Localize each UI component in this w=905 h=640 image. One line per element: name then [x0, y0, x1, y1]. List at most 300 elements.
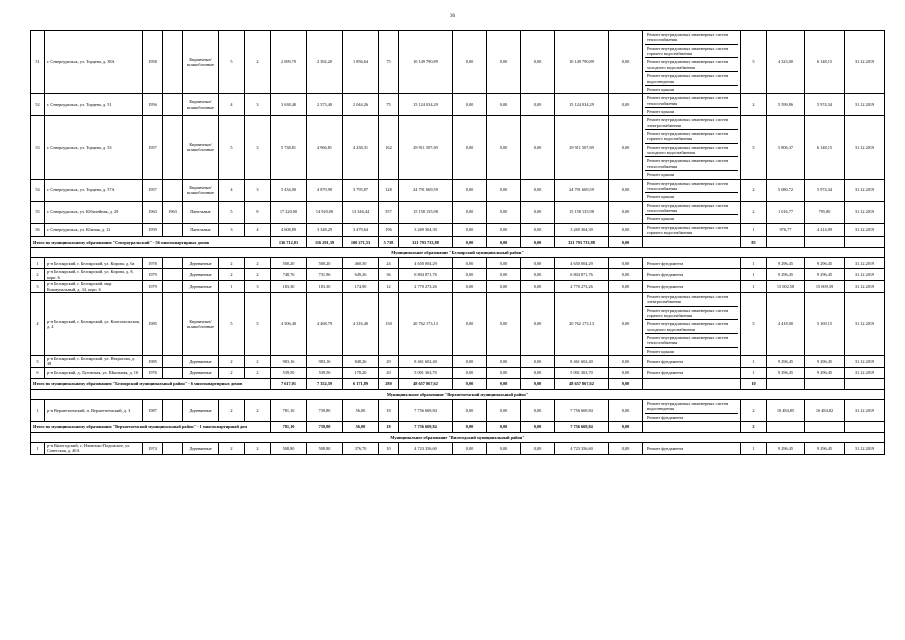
works-count-cell: 5: [741, 31, 767, 94]
total-area-cell: 539,50: [271, 367, 307, 378]
cost-other-sum: 0,00: [609, 378, 643, 389]
entrances-cell: 5: [245, 292, 271, 355]
total-area-cell: 500,20: [271, 258, 307, 269]
residents-cell: 75: [379, 94, 399, 116]
floors-cell: 2: [219, 258, 245, 269]
max-unit-cost-cell: 4 214,09: [805, 223, 845, 237]
residential-area-cell: 848,26: [343, 356, 379, 368]
address-cell: р-н Вилегодский, с. Ильинско-Подомское, ул. Советская, д. 40А: [45, 442, 143, 454]
cost-federal-cell: 0,00: [453, 399, 487, 421]
entrances-cell: 2: [245, 31, 271, 94]
works-cell: [643, 258, 741, 269]
unit-cost-cell: 4 323,00: [767, 31, 805, 94]
cost-federal-cell: 0,00: [453, 179, 487, 201]
unit-cost-cell: 9 296,45: [767, 442, 805, 454]
work-item: Ремонт внутридомовых инженерных систем теплоснабжения: [645, 334, 738, 348]
completion-date-cell: 31.12.2019: [845, 31, 885, 94]
cost-total-cell: 20 762 173,13: [399, 292, 453, 355]
max-unit-cost-cell: 9 296,45: [805, 442, 845, 454]
completion-date-sum: [845, 237, 885, 248]
address-cell: г. Североуральск, ул. Торцева, д. 57А: [45, 179, 143, 201]
table-row: [31, 223, 885, 237]
wall-material-cell: Кирпичные/шлакоблочные: [183, 31, 219, 94]
floors-cell: 4: [219, 179, 245, 201]
address-cell: г. Североуральск, ул. Южная, д. 12: [45, 223, 143, 237]
row-number: 3: [31, 281, 45, 293]
work-item: Ремонт внутридомовых инженерных систем электроснабжения: [645, 293, 738, 307]
cost-total-sum: 321 793 733,88: [399, 237, 453, 248]
entrances-cell: 2: [245, 356, 271, 368]
cost-local-cell: 0,00: [521, 281, 555, 293]
entrances-cell: 2: [245, 269, 271, 281]
year-commissioned-cell: [163, 269, 183, 281]
cost-owners-cell: 4 723 356,60: [555, 442, 609, 454]
table-row: [31, 281, 885, 293]
cost-local-sum: 0,00: [521, 237, 555, 248]
row-number: 53: [31, 116, 45, 179]
works-count-cell: 2: [741, 201, 767, 223]
table-row: [31, 399, 885, 421]
total-area-cell: 508,80: [271, 442, 307, 454]
residential-area-cell: 3 479,64: [343, 223, 379, 237]
wall-material-cell: Деревянные: [183, 281, 219, 293]
total-row: [31, 421, 885, 432]
premises-area-cell: 731,96: [307, 269, 343, 281]
premises-area-cell: 2 573,40: [307, 94, 343, 116]
cost-other-cell: 0,00: [609, 94, 643, 116]
unit-cost-cell: 9 296,45: [767, 356, 805, 368]
max-unit-cost-cell: 6 148,15: [805, 116, 845, 179]
cost-other-sum: 0,00: [609, 421, 643, 432]
register-table: [30, 30, 885, 455]
residential-area-cell: 460,50: [343, 258, 379, 269]
year-built-cell: 1956: [143, 94, 163, 116]
address-cell: р-н Белоярский, г. Белоярский, ул. Кирова, д. 8, корп. 6: [45, 269, 143, 281]
year-built-cell: 1974: [143, 442, 163, 454]
table-row: [31, 201, 885, 223]
work-item: Ремонт фундамента: [647, 283, 684, 289]
unit-cost-cell: 5 806,37: [767, 116, 805, 179]
work-item: Ремонт внутридомовых инженерных систем водоотведения: [645, 72, 738, 86]
cost-total-cell: 15 124 034,29: [399, 94, 453, 116]
work-item: Ремонт внутридомовых инженерных систем теплоснабжения: [645, 180, 738, 194]
completion-date-cell: 31.12.2019: [845, 94, 885, 116]
works-count-cell: 5: [741, 292, 767, 355]
work-item: Ремонт внутридомовых инженерных систем холодного водоснабжения: [645, 320, 738, 334]
residential-area-cell: 3 795,87: [343, 179, 379, 201]
entrances-cell: 3: [245, 281, 271, 293]
cost-owners-cell: 20 762 173,13: [555, 292, 609, 355]
residents-sum: 5 738: [379, 237, 399, 248]
total-label: Итого по муниципальному образованию "Белоярский муниципальный район" - 6 многоквартирных домов: [31, 378, 271, 389]
year-built-cell: 1985: [143, 292, 163, 355]
residential-area-cell: 178,20: [343, 367, 379, 378]
cost-total-cell: 7 756 669,84: [399, 399, 453, 421]
cost-owners-cell: 6 804 871,76: [555, 269, 609, 281]
max-unit-cost-cell: 795,80: [805, 201, 845, 223]
total-area-cell: 4 608,89: [271, 223, 307, 237]
completion-date-cell: 31.12.2019: [845, 281, 885, 293]
year-built-cell: 1976: [143, 367, 163, 378]
floors-cell: 1: [219, 281, 245, 293]
max-unit-cost-cell: 9 296,45: [805, 356, 845, 368]
cost-total-cell: 3 269 304,39: [399, 223, 453, 237]
completion-date-cell: 31.12.2019: [845, 269, 885, 281]
work-item: Ремонт внутридомовых инженерных систем горячего водоснабжения: [645, 307, 738, 321]
wall-material-cell: Деревянные: [183, 367, 219, 378]
year-commissioned-cell: [163, 179, 183, 201]
completion-date-cell: 31.12.2019: [845, 442, 885, 454]
unit-cost-cell: 9 296,45: [767, 258, 805, 269]
max-unit-cost-cell: 5 974,34: [805, 179, 845, 201]
cost-federal-cell: 0,00: [453, 442, 487, 454]
year-commissioned-cell: [163, 356, 183, 368]
works-sum: [643, 421, 741, 432]
cost-total-sum: 48 657 867,62: [399, 378, 453, 389]
works-cell: [643, 116, 741, 179]
work-item: Ремонт крыши: [647, 86, 675, 92]
cost-owners-sum: 321 793 733,88: [555, 237, 609, 248]
cost-local-cell: 0,00: [521, 223, 555, 237]
work-item: Ремонт крыши: [647, 216, 675, 222]
max-unit-cost-cell: 16 484,82: [805, 399, 845, 421]
entrances-cell: 2: [245, 258, 271, 269]
works-cell: [643, 179, 741, 201]
premises-area-sum: 739,80: [307, 421, 343, 432]
residents-cell: 20: [379, 367, 399, 378]
max-unit-cost-cell: 15 009,39: [805, 281, 845, 293]
year-commissioned-cell: [163, 442, 183, 454]
floors-cell: 2: [219, 356, 245, 368]
wall-material-cell: Деревянные: [183, 356, 219, 368]
cost-other-cell: 0,00: [609, 356, 643, 368]
residential-area-sum: 100 271,53: [343, 237, 379, 248]
cost-regional-cell: 0,00: [487, 399, 521, 421]
premises-area-cell: 983,16: [307, 356, 343, 368]
residential-area-cell: 4 316,40: [343, 292, 379, 355]
work-item: Ремонт фундамента: [647, 370, 684, 376]
cost-regional-cell: 0,00: [487, 292, 521, 355]
cost-other-cell: 0,00: [609, 258, 643, 269]
cost-local-cell: 0,00: [521, 258, 555, 269]
cost-regional-sum: 0,00: [487, 237, 521, 248]
cost-other-cell: 0,00: [609, 201, 643, 223]
year-commissioned-cell: [163, 399, 183, 421]
cost-federal-cell: 0,00: [453, 367, 487, 378]
cost-federal-cell: 0,00: [453, 269, 487, 281]
cost-federal-cell: 0,00: [453, 201, 487, 223]
wall-material-cell: Кирпичные/шлакоблочные: [183, 292, 219, 355]
work-item: Ремонт фундамента: [647, 272, 684, 278]
cost-other-cell: 0,00: [609, 223, 643, 237]
cost-total-cell: 24 791 669,59: [399, 179, 453, 201]
total-area-sum: 781,10: [271, 421, 307, 432]
address-cell: г. Североуральск, ул. Торцева, д. 51: [45, 94, 143, 116]
works-cell: [643, 367, 741, 378]
total-area-sum: 7 617,01: [271, 378, 307, 389]
cost-owners-cell: 15 158 135,98: [555, 201, 609, 223]
cost-total-cell: 6 804 871,76: [399, 269, 453, 281]
total-area-cell: 2 699,70: [271, 31, 307, 94]
max-unit-cost-cell: 9 296,45: [805, 269, 845, 281]
wall-material-cell: Деревянные: [183, 258, 219, 269]
cost-federal-cell: 0,00: [453, 94, 487, 116]
row-number: 2: [31, 269, 45, 281]
cost-owners-cell: 8 461 602,40: [555, 356, 609, 368]
works-cell: [643, 94, 741, 116]
completion-date-cell: 31.12.2019: [845, 116, 885, 179]
works-count-sum: 85: [741, 237, 767, 248]
wall-material-cell: Кирпичные/шлакоблочные: [183, 116, 219, 179]
total-row: [31, 378, 885, 389]
completion-date-cell: 31.12.2019: [845, 367, 885, 378]
cost-regional-cell: 0,00: [487, 258, 521, 269]
premises-area-cell: 4 966,81: [307, 116, 343, 179]
residents-cell: 130: [379, 292, 399, 355]
cost-federal-cell: 0,00: [453, 31, 487, 94]
cost-owners-cell: 24 791 669,59: [555, 179, 609, 201]
year-built-cell: 1978: [143, 258, 163, 269]
works-cell: [643, 292, 741, 355]
max-unit-cost-cell: 5 169,15: [805, 292, 845, 355]
table-row: [31, 94, 885, 116]
residential-area-cell: 1 856,64: [343, 31, 379, 94]
completion-date-cell: 31.12.2019: [845, 223, 885, 237]
works-count-cell: 1: [741, 258, 767, 269]
cost-other-cell: 0,00: [609, 179, 643, 201]
cost-federal-cell: 0,00: [453, 281, 487, 293]
address-cell: р-н Белоярский, г. Белоярский, мкр. Коммунальный, д. 34, корп. 6: [45, 281, 143, 293]
table-row: [31, 292, 885, 355]
total-area-cell: 17 220,00: [271, 201, 307, 223]
cost-other-cell: 0,00: [609, 281, 643, 293]
year-commissioned-cell: [163, 94, 183, 116]
cost-local-cell: 0,00: [521, 31, 555, 94]
premises-area-cell: 4 879,90: [307, 179, 343, 201]
row-number: 5: [31, 356, 45, 368]
residential-area-cell: 56,00: [343, 399, 379, 421]
row-number: 6: [31, 367, 45, 378]
residents-cell: 557: [379, 201, 399, 223]
premises-area-cell: 2 392,20: [307, 31, 343, 94]
work-item: Ремонт фундамента: [647, 414, 684, 420]
address-cell: р-н Белоярский, г. Белоярский, ул. Некрасова, д. 38: [45, 356, 143, 368]
completion-date-sum: [845, 421, 885, 432]
cost-other-cell: 0,00: [609, 399, 643, 421]
cost-regional-sum: 0,00: [487, 421, 521, 432]
entrances-cell: 4: [245, 223, 271, 237]
section-header-row: [31, 432, 885, 442]
cost-local-cell: 0,00: [521, 442, 555, 454]
unit-cost-cell: 10 484,85: [767, 399, 805, 421]
works-cell: [643, 281, 741, 293]
work-item: Ремонт внутридомовых инженерных систем холодного водоснабжения: [645, 58, 738, 72]
cost-total-cell: 4 650 004,29: [399, 258, 453, 269]
premises-area-cell: 500,20: [307, 258, 343, 269]
total-area-cell: 3 638,40: [271, 94, 307, 116]
year-commissioned-cell: [163, 292, 183, 355]
works-count-cell: 1: [741, 281, 767, 293]
section-title: Муниципальное образование "Белоярский муниципальный район": [31, 248, 885, 258]
unit-cost-cell: 5 599,86: [767, 94, 805, 116]
address-cell: р-н Белоярский, г. Белоярский, ул. Кирова, д. 6а: [45, 258, 143, 269]
table-row: [31, 179, 885, 201]
works-cell: [643, 201, 741, 223]
cost-local-cell: 0,00: [521, 367, 555, 378]
works-cell: [643, 223, 741, 237]
year-built-cell: 1979: [143, 281, 163, 293]
cost-local-cell: 0,00: [521, 201, 555, 223]
row-number: 55: [31, 201, 45, 223]
table-row: [31, 258, 885, 269]
entrances-cell: 3: [245, 94, 271, 116]
floors-cell: 5: [219, 116, 245, 179]
unit-cost-cell: 976,77: [767, 223, 805, 237]
works-count-sum: 10: [741, 378, 767, 389]
year-commissioned-cell: [163, 258, 183, 269]
total-area-sum: 136 712,01: [271, 237, 307, 248]
works-count-cell: 1: [741, 367, 767, 378]
year-commissioned-cell: 1963: [163, 201, 183, 223]
completion-date-cell: 31.12.2019: [845, 292, 885, 355]
address-cell: г. Североуральск, ул. Торцева, д. 53: [45, 116, 143, 179]
row-number: 51: [31, 31, 45, 94]
unit-cost-cell: 5 080,72: [767, 179, 805, 201]
table-row: [31, 116, 885, 179]
row-number: 1: [31, 258, 45, 269]
year-commissioned-cell: [163, 223, 183, 237]
year-built-cell: 1987: [143, 399, 163, 421]
table-row: [31, 356, 885, 368]
unit-cost-cell: 9 296,45: [767, 367, 805, 378]
cost-regional-cell: 0,00: [487, 223, 521, 237]
work-item: Ремонт фундамента: [647, 445, 684, 451]
cost-total-cell: 4 723 356,60: [399, 442, 453, 454]
cost-regional-cell: 0,00: [487, 94, 521, 116]
cost-total-sum: 7 756 669,84: [399, 421, 453, 432]
works-count-cell: 1: [741, 223, 767, 237]
wall-material-cell: Кирпичные/шлакоблочные: [183, 179, 219, 201]
completion-date-cell: 31.12.2019: [845, 258, 885, 269]
residents-cell: 196: [379, 223, 399, 237]
year-commissioned-cell: [163, 31, 183, 94]
cost-owners-cell: 10 149 790,89: [555, 31, 609, 94]
completion-date-sum: [845, 378, 885, 389]
residential-area-cell: 174,90: [343, 281, 379, 293]
floors-cell: 5: [219, 201, 245, 223]
residential-area-sum: 6 171,89: [343, 378, 379, 389]
cost-local-cell: 0,00: [521, 356, 555, 368]
cost-regional-cell: 0,00: [487, 442, 521, 454]
year-built-cell: 1958: [143, 31, 163, 94]
premises-area-cell: 14 920,00: [307, 201, 343, 223]
floors-cell: 2: [219, 399, 245, 421]
cost-local-cell: 0,00: [521, 292, 555, 355]
address-cell: р-н Белоярский, д. Луговская, ул. Школьная, д. 16: [45, 367, 143, 378]
work-item: Ремонт внутридомовых инженерных систем горячего водоснабжения: [647, 224, 729, 236]
cost-regional-cell: 0,00: [487, 281, 521, 293]
entrances-cell: 2: [245, 399, 271, 421]
total-area-cell: 5 738,81: [271, 116, 307, 179]
residents-cell: 128: [379, 179, 399, 201]
work-item: Ремонт внутридомовых инженерных систем теплоснабжения: [645, 31, 738, 45]
works-cell: [643, 442, 741, 454]
residents-cell: 10: [379, 442, 399, 454]
residential-area-cell: 376,70: [343, 442, 379, 454]
cost-local-sum: 0,00: [521, 421, 555, 432]
premises-area-sum: 116 291,39: [307, 237, 343, 248]
work-item: Ремонт крыши: [647, 172, 675, 178]
premises-area-cell: 739,80: [307, 399, 343, 421]
unit-cost-cell: 15 002,58: [767, 281, 805, 293]
wall-material-cell: Панельные: [183, 201, 219, 223]
cost-local-cell: 0,00: [521, 94, 555, 116]
row-number: 1: [31, 442, 45, 454]
cost-regional-cell: 0,00: [487, 31, 521, 94]
total-area-cell: 5 434,00: [271, 179, 307, 201]
max-unit-cost-cell: 5 974,34: [805, 94, 845, 116]
section-title: Муниципальное образование "Верхнетоемский муниципальный район": [31, 389, 885, 399]
residents-cell: 162: [379, 116, 399, 179]
residents-sum: 18: [379, 421, 399, 432]
cost-total-cell: 2 770 273,26: [399, 281, 453, 293]
residents-cell: 36: [379, 269, 399, 281]
residential-area-cell: 4 238,31: [343, 116, 379, 179]
year-built-cell: 1957: [143, 179, 163, 201]
entrances-cell: 3: [245, 116, 271, 179]
cost-regional-cell: 0,00: [487, 367, 521, 378]
total-area-cell: 4 506,40: [271, 292, 307, 355]
max-unit-cost-sum: [805, 237, 845, 248]
cost-federal-sum: 0,00: [453, 237, 487, 248]
cost-total-cell: 5 001 363,70: [399, 367, 453, 378]
cost-total-cell: 8 461 602,40: [399, 356, 453, 368]
cost-owners-cell: 2 770 273,26: [555, 281, 609, 293]
total-area-cell: 781,10: [271, 399, 307, 421]
residents-cell: 12: [379, 281, 399, 293]
row-number: 4: [31, 292, 45, 355]
year-commissioned-cell: [163, 281, 183, 293]
cost-federal-cell: 0,00: [453, 292, 487, 355]
cost-local-cell: 0,00: [521, 399, 555, 421]
cost-regional-cell: 0,00: [487, 269, 521, 281]
max-unit-cost-cell: 9 296,45: [805, 258, 845, 269]
cost-local-cell: 0,00: [521, 269, 555, 281]
residents-cell: 75: [379, 31, 399, 94]
floors-cell: 3: [219, 223, 245, 237]
works-count-cell: 1: [741, 356, 767, 368]
unit-cost-sum: [767, 421, 805, 432]
cost-federal-sum: 0,00: [453, 378, 487, 389]
premises-area-sum: 7 352,59: [307, 378, 343, 389]
entrances-cell: 2: [245, 442, 271, 454]
works-cell: [643, 356, 741, 368]
floors-cell: 2: [219, 442, 245, 454]
max-unit-cost-sum: [805, 378, 845, 389]
work-item: Ремонт крыши: [647, 194, 675, 200]
cost-other-cell: 0,00: [609, 367, 643, 378]
cost-total-cell: 29 911 507,69: [399, 116, 453, 179]
works-cell: [643, 269, 741, 281]
wall-material-cell: Деревянные: [183, 269, 219, 281]
cost-owners-cell: 15 124 034,29: [555, 94, 609, 116]
cost-other-cell: 0,00: [609, 269, 643, 281]
works-cell: [643, 31, 741, 94]
work-item: Ремонт внутридомовых инженерных систем электроснабжения: [645, 116, 738, 130]
entrances-cell: 2: [245, 367, 271, 378]
cost-regional-sum: 0,00: [487, 378, 521, 389]
cost-local-cell: 0,00: [521, 179, 555, 201]
